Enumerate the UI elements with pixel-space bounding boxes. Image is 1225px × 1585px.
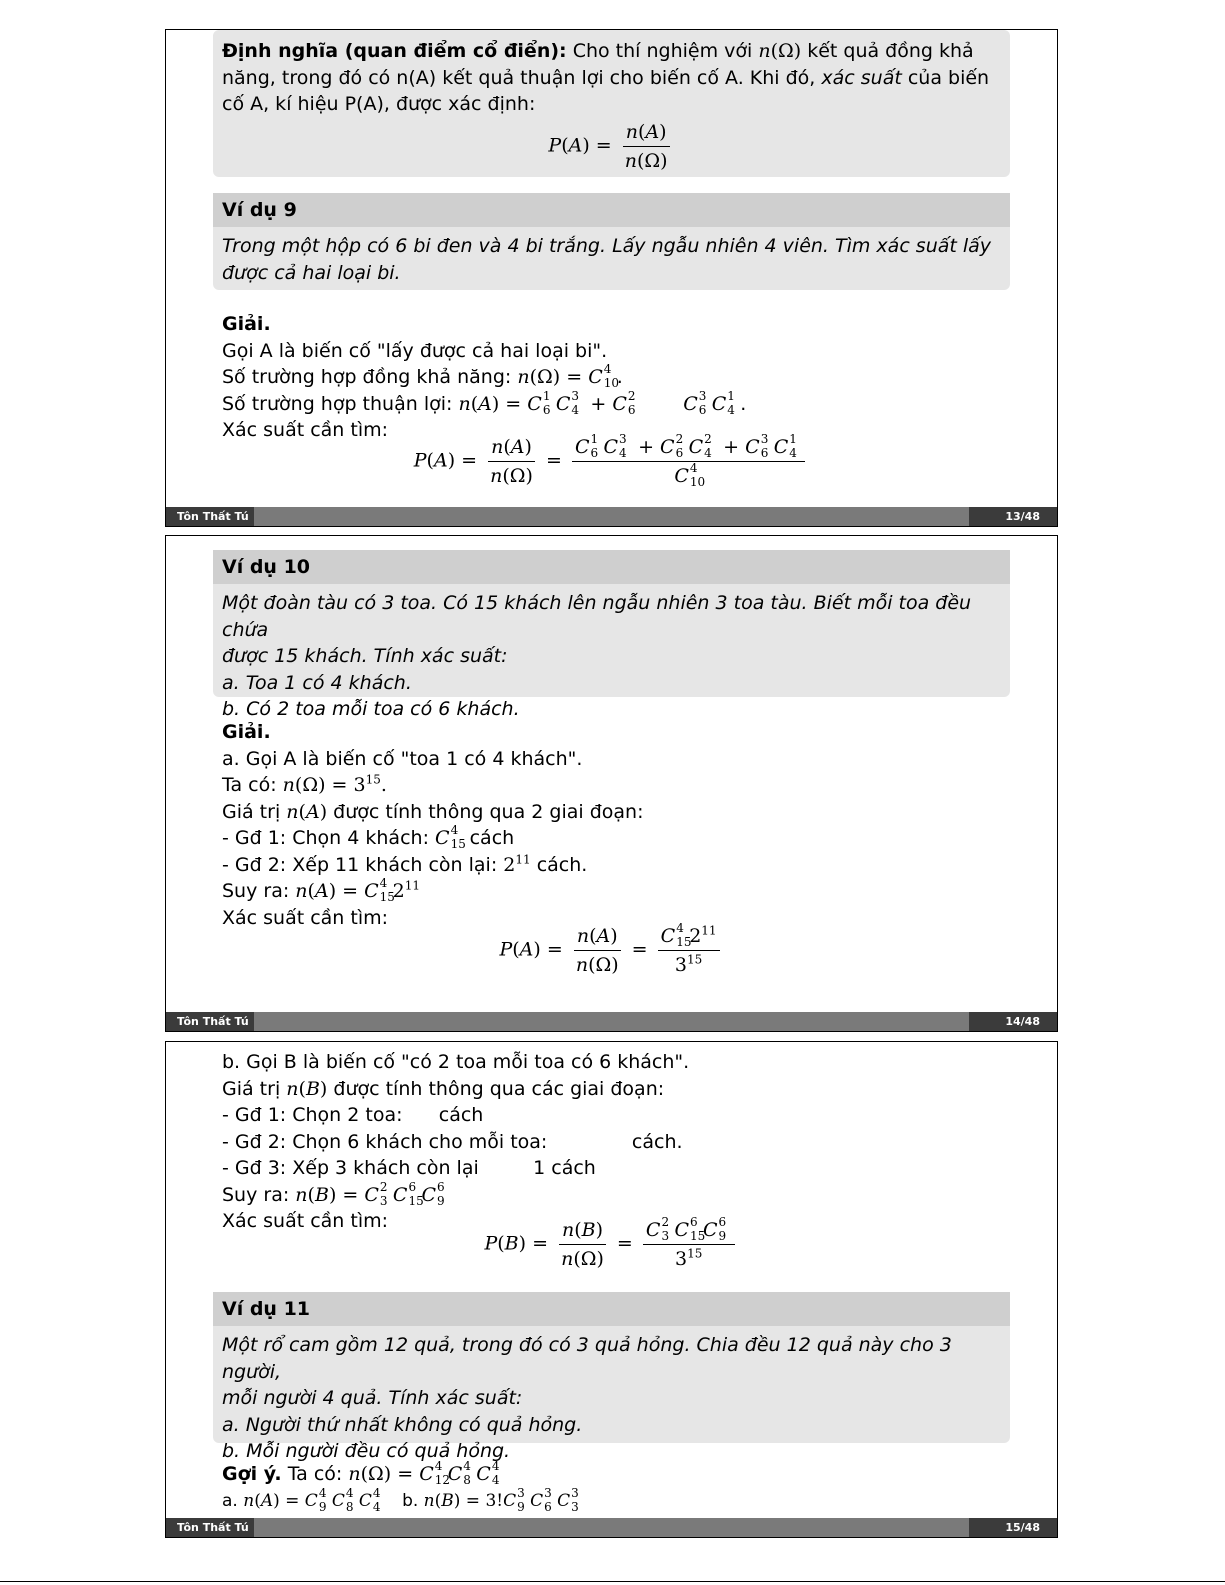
solution-heading: Giải.	[222, 721, 271, 743]
solution-heading: Giải.	[222, 313, 271, 335]
definition-body: Định nghĩa (quan điểm cổ điển): Cho thí nghiệm với n(Ω) kết quả đồng khả năng, trong đó có n(A) kết quả thuận lợi cho biến cố A. Khi đó, xác suất của biến cố A, kí hiệu P(A), được xác định:	[222, 40, 990, 115]
example-10-block	[213, 550, 1010, 720]
footer	[166, 1518, 1057, 1537]
probability-formula-14: P(A) = $\frac{n(A)}{n(\Omega)}$ = C 4 15 $2^{11}$ $3^{15}$	[166, 924, 1057, 977]
page-bottom-rule	[0, 1581, 1225, 1582]
definition-formula: P(A) = $\frac{n(A)}{n(\Omega)}$	[548, 121, 668, 172]
example-11-body: Một rổ cam gồm 12 quả, trong đó có 3 quả hỏng. Chia đều 12 quả này cho 3 người, mỗi người 4 quả. Tính xác suất: a. Người thứ nhất không có quả hỏng. b. Mỗi người đều có quả hỏng.	[222, 1334, 952, 1462]
probability-formula-13: P(A) = $\frac{n(A)}{n(\Omega)}$ = C 1 6 C 3 4 + C 2 6 C 2 4 + C 3 6 C 1 4 C 4 10	[166, 435, 1057, 488]
definition-title: Định nghĩa (quan điểm cổ điển):	[222, 40, 567, 62]
example-11-title: Ví dụ 11	[213, 1292, 1010, 1326]
solution-part-b: b. Gọi B là biến cố "có 2 toa mỗi toa có 6 khách". Giá trị n(B) được tính thông qua các giai đoạn: - Gđ 1: Chọn 2 toa: cách - Gđ 2: Chọn 6 khách cho mỗi toa: cách. - Gđ 3: Xếp 3 khách còn lại 1 cách Suy ra: n(B) = C 2 3 C 6 15 C 6 9 Xác suất cần tìm:	[222, 1051, 690, 1232]
solution-13: Giải. Gọi A là biến cố "lấy được cả hai loại bi". Số trường hợp đồng khả năng: n(Ω) = C 4 10 . Số trường hợp thuận lợi: n(A) = C 1 6 C 3 4 + C 2 6 C 3 6 C 1 4 . Xác suất cần tìm:	[222, 311, 1037, 444]
footer-page-number: 14/48	[969, 1012, 1057, 1031]
footer-page-number: 15/48	[969, 1518, 1057, 1537]
example-10-title: Ví dụ 10	[213, 550, 1010, 584]
slide-15	[165, 1041, 1058, 1538]
example-9-block	[213, 193, 1010, 290]
example-9-body: Trong một hộp có 6 bi đen và 4 bi trắng. Lấy ngẫu nhiên 4 viên. Tìm xác suất lấy được cả hai loại bi.	[222, 235, 992, 284]
example-11-block	[213, 1292, 1010, 1462]
footer	[166, 507, 1057, 526]
hint: Gợi ý. Ta có: n(Ω) = C 4 12 C 4 8 C 4 4 a. n(A) = C 4 9 C 4 8 C 4 4 b. n(B) = 3!C 3 9 C 3 6 C 3 3	[222, 1459, 579, 1514]
footer	[166, 1012, 1057, 1031]
example-9-title: Ví dụ 9	[213, 193, 1010, 227]
solution-14: Giải. a. Gọi A là biến cố "toa 1 có 4 khách". Ta có: $n(\Omega) = 3^{15}$. Giá trị n(A) được tính thông qua 2 giai đoạn: - Gđ 1: Chọn 4 khách: C 4 15 cách - Gđ 2: Xếp 11 khách còn lại: $2^{11}$ cách. Suy ra: n(A) = C 4 15 $2^{11}$ Xác suất cần tìm:	[222, 719, 1037, 931]
probability-formula-15: P(B) = $\frac{n(B)}{n(\Omega)}$ = C 2 3 C 6 15 C 6 9 $3^{15}$	[166, 1218, 1057, 1271]
footer-author: Tôn Thất Tú	[166, 1518, 254, 1537]
footer-author: Tôn Thất Tú	[166, 1012, 254, 1031]
footer-author: Tôn Thất Tú	[166, 507, 254, 526]
slide-13	[165, 29, 1058, 527]
example-10-body: Một đoàn tàu có 3 toa. Có 15 khách lên ngẫu nhiên 3 toa tàu. Biết mỗi toa đều chứa được 15 khách. Tính xác suất: a. Toa 1 có 4 khách. b. Có 2 toa mỗi toa có 6 khách.	[222, 592, 972, 720]
slide-14	[165, 535, 1058, 1032]
footer-page-number: 13/48	[969, 507, 1057, 526]
definition-block	[213, 30, 1010, 177]
hint-label: Gợi ý.	[222, 1463, 282, 1485]
